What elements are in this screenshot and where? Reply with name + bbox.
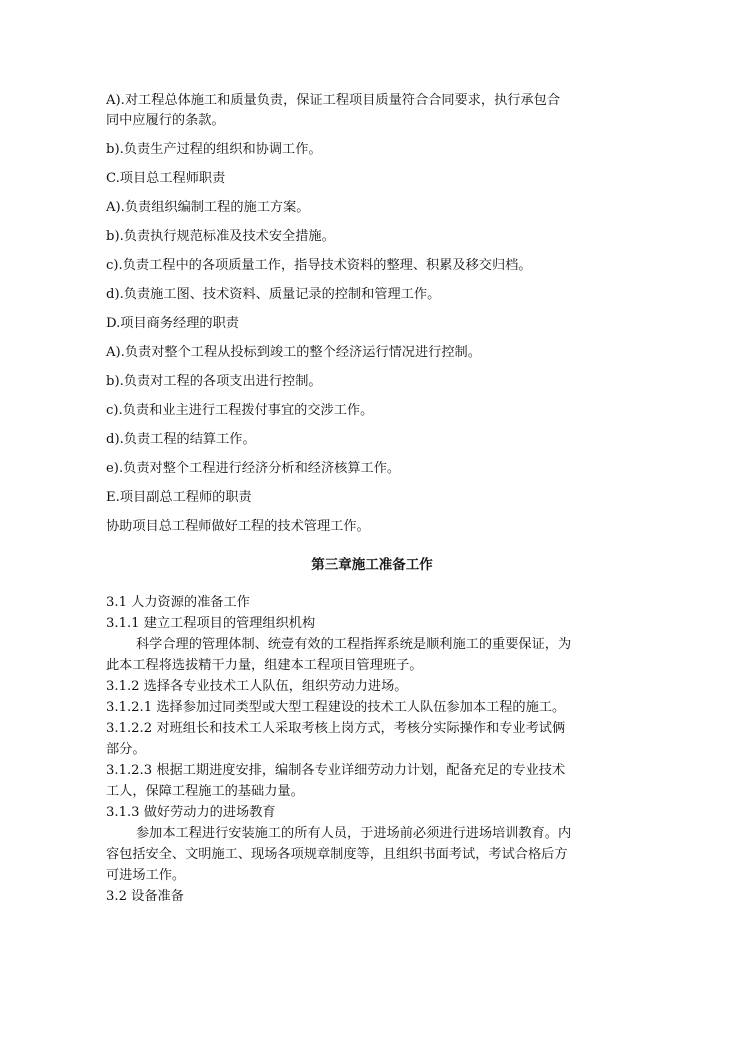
section-heading: 3.2 设备准备 bbox=[106, 889, 184, 904]
paragraph-line: 容包括安全、文明施工、现场各项规章制度等，且组织书面考试，考试合格后方 bbox=[106, 847, 568, 862]
section-heading: 3.1 人力资源的准备工作 bbox=[106, 595, 250, 610]
text-line: b).负责对工程的各项支出进行控制。 bbox=[106, 374, 322, 389]
text-line: 3.1.2.2 对班组长和技术工人采取考核上岗方式，考核分实际操作和专业考试俩 bbox=[106, 721, 566, 736]
paragraph-line: 可进场工作。 bbox=[106, 868, 186, 883]
text-line: 工人，保障工程施工的基础力量。 bbox=[106, 784, 304, 799]
paragraph-line: 此本工程将选拔精干力量，组建本工程项目管理班子。 bbox=[106, 658, 423, 673]
text-line: A).负责组织编制工程的施工方案。 bbox=[106, 200, 310, 215]
paragraph-line: 科学合理的管理体制、统壹有效的工程指挥系统是顺利施工的重要保证，为 bbox=[136, 637, 572, 652]
text-line: C.项目总工程师职责 bbox=[106, 171, 226, 186]
text-line: A).对工程总体施工和质量负责，保证工程项目质量符合合同要求，执行承包合 bbox=[106, 93, 561, 108]
text-line: D.项目商务经理的职责 bbox=[106, 316, 239, 331]
text-line: 3.1.2.1 选择参加过同类型或大型工程建设的技术工人队伍参加本工程的施工。 bbox=[106, 700, 566, 715]
text-line: b).负责执行规范标准及技术安全措施。 bbox=[106, 229, 335, 244]
paragraph-line: 参加本工程进行安装施工的所有人员，于进场前必须进行进场培训教育。内 bbox=[136, 826, 572, 841]
text-line: E.项目副总工程师的职责 bbox=[106, 490, 252, 505]
text-line: 协助项目总工程师做好工程的技术管理工作。 bbox=[106, 519, 370, 534]
text-line: c).负责工程中的各项质量工作，指导技术资料的整理、积累及移交归档。 bbox=[106, 258, 532, 273]
subsection-heading: 3.1.2 选择各专业技术工人队伍，组织劳动力进场。 bbox=[106, 679, 408, 694]
text-line: e).负责对整个工程进行经济分析和经济核算工作。 bbox=[106, 461, 401, 476]
text-line: d).负责施工图、技术资料、质量记录的控制和管理工作。 bbox=[106, 287, 441, 302]
text-line: b).负责生产过程的组织和协调工作。 bbox=[106, 142, 322, 157]
subsection-heading: 3.1.1 建立工程项目的管理组织机构 bbox=[106, 616, 316, 631]
text-line: c).负责和业主进行工程拨付事宜的交涉工作。 bbox=[106, 403, 374, 418]
text-line: A).负责对整个工程从投标到竣工的整个经济运行情况进行控制。 bbox=[106, 345, 481, 360]
text-line: 3.1.2.3 根据工期进度安排，编制各专业详细劳动力计划，配备充足的专业技术 bbox=[106, 763, 566, 778]
text-line: d).负责工程的结算工作。 bbox=[106, 432, 256, 447]
text-line: 同中应履行的条款。 bbox=[106, 113, 225, 128]
subsection-heading: 3.1.3 做好劳动力的进场教育 bbox=[106, 805, 276, 820]
text-line: 部分。 bbox=[106, 742, 146, 757]
chapter-title: 第三章施工准备工作 bbox=[311, 557, 433, 573]
